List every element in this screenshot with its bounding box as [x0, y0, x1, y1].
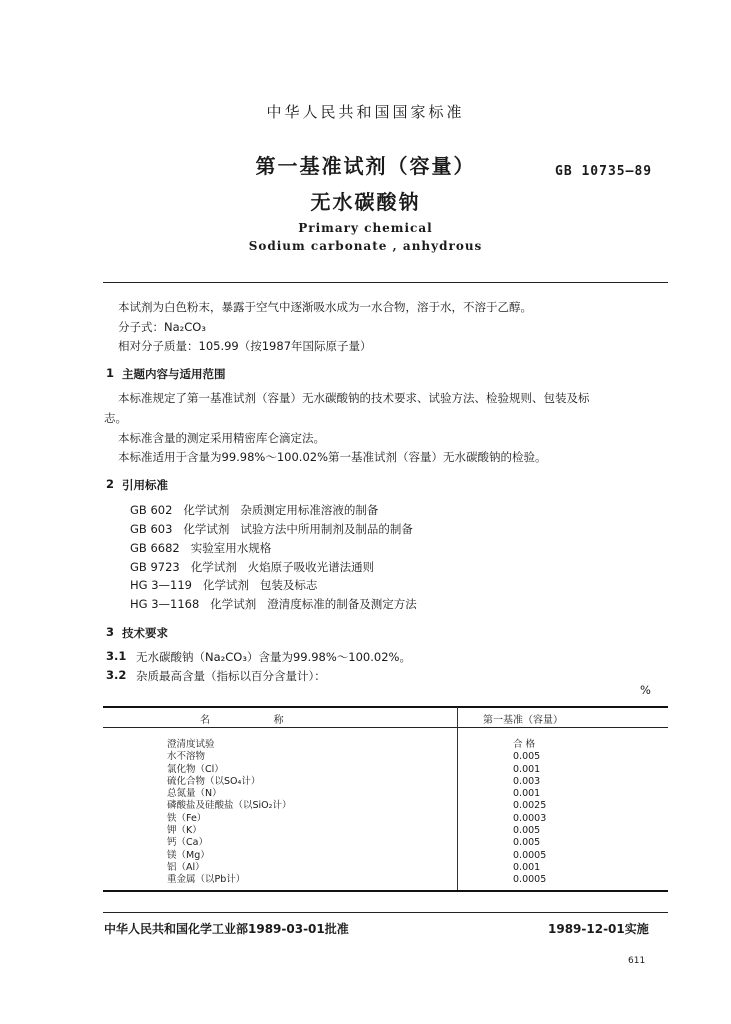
table-row-name: 铝（Al）: [167, 861, 205, 873]
table-row-name: 铁（Fe）: [167, 812, 207, 824]
table-row-name: 硫化合物（以SO₄计）: [167, 775, 261, 787]
table-name-column: [167, 739, 291, 887]
national-standard-label: 中华人民共和国国家标准: [266, 103, 465, 121]
table-top-rule: [103, 706, 668, 708]
page-number: 611: [628, 956, 646, 966]
section1-number: 1: [106, 366, 115, 380]
table-row-name: 澄清度试验: [167, 739, 215, 750]
table-row-value: 0.0025: [513, 800, 547, 812]
section3-heading: 技术要求: [122, 626, 168, 640]
table-unit: %: [640, 683, 651, 697]
table-row-value: 0.0005: [513, 874, 547, 886]
document-subtitle: 无水碳酸钠: [310, 190, 421, 214]
english-title-line1: Primary chemical: [298, 221, 433, 235]
table-row-value: 0.005: [513, 751, 541, 763]
header-divider: [103, 282, 668, 283]
table-row-name: 磷酸盐及硅酸盐（以SiO₂计）: [167, 800, 292, 812]
section1-para2: 本标准含量的测定采用精密库仑滴定法。: [118, 431, 325, 445]
intro-formula: [118, 319, 206, 335]
section1-para3: 本标准适用于含量为99.98%～100.02%第一基准试剂（容量）无水碳酸钠的检验。: [118, 450, 547, 464]
item-3-1-number: 3.1: [106, 649, 127, 663]
item-3-2-number: 3.2: [106, 668, 127, 682]
table-column-divider: [457, 707, 458, 890]
table-row-value: 0.005: [513, 825, 541, 837]
table-row-name: 总氮量（N）: [167, 788, 222, 800]
standard-number: GB 10735—89: [555, 164, 653, 179]
item-3-2-text: 杂质最高含量（指标以百分含量计）：: [136, 669, 326, 683]
table-row-value: 0.0005: [513, 849, 547, 861]
reference-item: HG 3—119 化学试剂 包装及标志: [130, 578, 318, 592]
table-row-value: 0.001: [513, 763, 541, 775]
column-header-name: 名 称: [200, 715, 284, 726]
formula-label: 分子式：: [118, 320, 164, 334]
reference-item: GB 603 化学试剂 试验方法中所用制剂及制品的制备: [130, 522, 413, 536]
table-row-value: 0.005: [513, 837, 541, 849]
intro-molecular-mass: 相对分子质量：105.99（按1987年国际原子量）: [118, 339, 372, 353]
reference-item: GB 6682 实验室用水规格: [130, 541, 272, 555]
table-row-value: 0.0003: [513, 812, 547, 824]
table-row-name: 重金属（以Pb计）: [167, 874, 246, 886]
section1-para1: 本标准规定了第一基准试剂（容量）无水碳酸钠的技术要求、试验方法、检验规则、包装及标: [118, 391, 590, 405]
table-row-name: 钙（Ca）: [167, 837, 208, 849]
column-header-value: 第一基准（容量）: [483, 715, 563, 726]
table-row-name: 钾（K）: [167, 825, 202, 837]
table-row-value: 合 格: [513, 739, 536, 750]
english-title-line2: Sodium carbonate , anhydrous: [248, 239, 483, 253]
item-3-1-text: 无水碳酸钠（Na₂CO₃）含量为99.98%～100.02%。: [136, 650, 411, 664]
reference-item: GB 9723 化学试剂 火焰原子吸收光谱法通则: [130, 560, 375, 574]
table-header-rule: [103, 727, 668, 728]
formula-value: Na₂CO₃: [164, 320, 206, 334]
footer-divider: [103, 912, 668, 913]
table-row-name: 镁（Mg）: [167, 849, 210, 861]
section3-number: 3: [106, 625, 115, 639]
table-row-value: 0.003: [513, 775, 541, 787]
section2-heading: 引用标准: [122, 478, 168, 492]
table-row-name: 水不溶物: [167, 751, 206, 763]
document-title: 第一基准试剂（容量）: [255, 154, 476, 178]
intro-description: 本试剂为白色粉末，暴露于空气中逐渐吸水成为一水合物，溶于水，不溶于乙醇。: [118, 300, 532, 314]
reference-item: GB 602 化学试剂 杂质测定用标准溶液的制备: [130, 503, 379, 517]
table-row-value: 0.001: [513, 788, 541, 800]
section1-heading: 主题内容与适用范围: [122, 367, 226, 381]
section1-para1-cont: 志。: [104, 411, 127, 425]
table-bottom-rule: [103, 890, 668, 892]
reference-item: HG 3—1168 化学试剂 澄清度标准的制备及测定方法: [130, 597, 417, 611]
approval-note: 中华人民共和国化学工业部1989-03-01批准: [104, 922, 349, 936]
section2-number: 2: [106, 477, 115, 491]
table-value-column: [513, 739, 546, 887]
effective-date: 1989-12-01实施: [548, 922, 649, 936]
table-row-value: 0.001: [513, 861, 541, 873]
table-row-name: 氯化物（Cl）: [167, 763, 224, 775]
